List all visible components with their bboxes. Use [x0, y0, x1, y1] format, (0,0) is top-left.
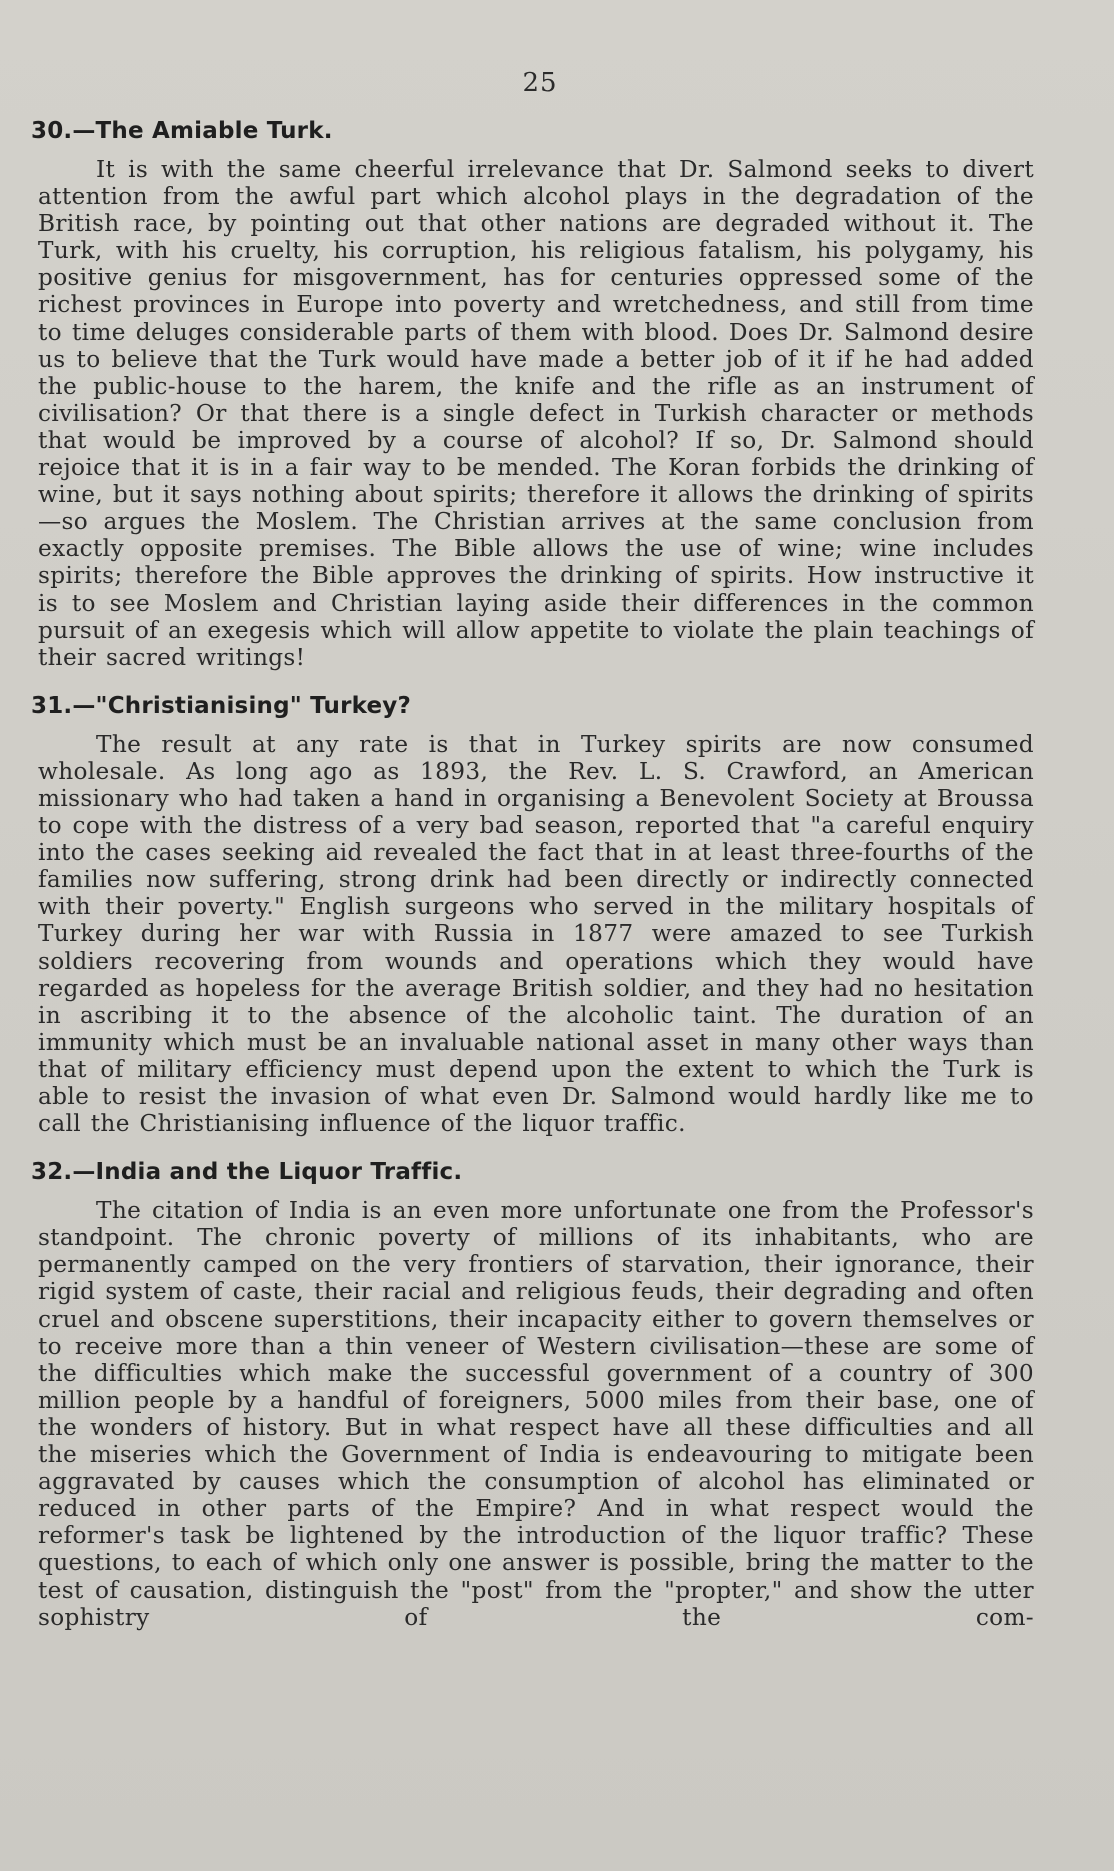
section-paragraph: The result at any rate is that in Turkey spirits are now consumed wholesale. As long ago as 1893, the Rev. L. S. Crawford, an American missionary who had taken a hand in organising a Benevolent Society at Broussa to cope with the distress of a very bad season, reported that "a careful enquiry into the cases seeking aid revealed the fact that in at least three-fourths of the families now suffering, strong drink had been directly or indirectly connected with their poverty." English surgeons who served in the military hospitals of Turkey during her war with Russia in 1877 were amazed to see Turkish soldiers recovering from wounds and operations which they would have regarded as hopeless for the average British soldier, and they had no hesitation in ascribing it to the absence of the alcoholic taint. The duration of an immunity which must be an invaluable national asset in many other ways than that of military efficiency must depend upon the extent to which the Turk is able to resist the invasion of what even Dr. Salmond would hardly like me to call the Christianising influence of the liquor traffic.	[38, 730, 1034, 1138]
page-number: 25	[522, 68, 558, 98]
section-31	[31, 692, 1034, 1138]
section-heading: 30.—The Amiable Turk.	[31, 118, 333, 144]
page-body	[31, 118, 1034, 1631]
section-32	[31, 1159, 1034, 1631]
section-30	[31, 118, 1034, 671]
section-paragraph: It is with the same cheerful irrelevance that Dr. Salmond seeks to divert attention from the awful part which alcohol plays in the degradation of the British race, by pointing out that other nations are degraded without it. The Turk, with his cruelty, his corruption, his religious fatalism, his polygamy, his positive genius for misgovernment, has for centuries oppressed some of the richest provinces in Europe into poverty and wretchedness, and still from time to time deluges considerable parts of them with blood. Does Dr. Salmond desire us to believe that the Turk would have made a better job of it if he had added the public-house to the harem, the knife and the rifle as an instrument of civilisation? Or that there is a single defect in Turkish character or methods that would be improved by a course of alcohol? If so, Dr. Salmond should rejoice that it is in a fair way to be mended. The Koran forbids the drinking of wine, but it says nothing about spirits; therefore it allows the drinking of spirits—so argues the Moslem. The Christian arrives at the same conclusion from exactly opposite premises. The Bible allows the use of wine; wine includes spirits; therefore the Bible approves the drinking of spirits. How instructive it is to see Moslem and Christian laying aside their differences in the common pursuit of an exegesis which will allow appetite to violate the plain teachings of their sacred writings!	[38, 156, 1034, 671]
section-paragraph: The citation of India is an even more unfortunate one from the Professor's standpoint. The chronic poverty of millions of its inhabitants, who are permanently camped on the very frontiers of starvation, their ignorance, their rigid system of caste, their racial and religious feuds, their degrading and often cruel and obscene superstitions, their incapacity either to govern themselves or to receive more than a thin veneer of Western civilisation—these are some of the difficulties which make the successful government of a country of 300 million people by a handful of foreigners, 5000 miles from their base, one of the wonders of history. But in what respect have all these difficulties and all the miseries which the Government of India is endeavouring to mitigate been aggravated by causes which the consumption of alcohol has eliminated or reduced in other parts of the Empire? And in what respect would the reformer's task be lightened by the introduction of the liquor traffic? These questions, to each of which only one answer is possible, bring the matter to the test of causation, distinguish the "post" from the "propter," and show the utter sophistry of the com-	[38, 1197, 1034, 1631]
section-heading: 32.—India and the Liquor Traffic.	[31, 1159, 463, 1186]
section-heading: 31.—"Christianising" Turkey?	[31, 692, 412, 719]
